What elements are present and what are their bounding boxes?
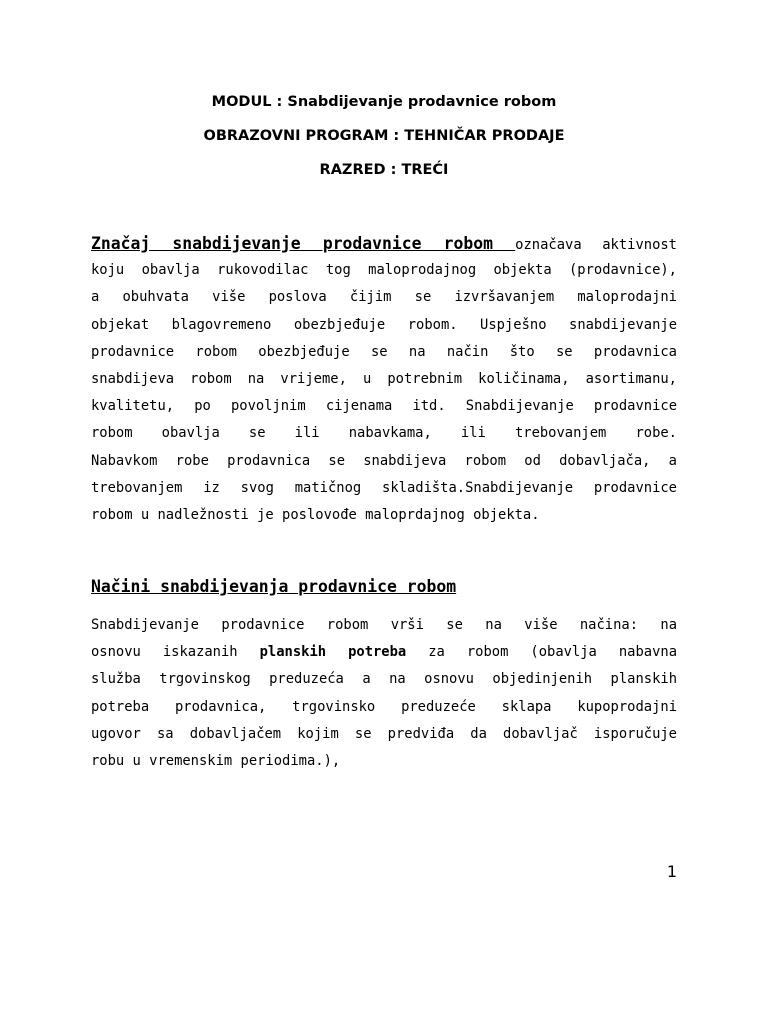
paragraph-line: trebovanjem iz svog matičnog skladišta.Snabdijevanje prodavnice — [91, 479, 677, 496]
paragraph-line-text: osnovu iskazanih — [91, 644, 260, 661]
paragraph-line — [91, 230, 677, 257]
paragraph-line: a obuhvata više poslova čijim se izvršavanjem maloprodajni — [91, 289, 677, 306]
module-title: MODUL : Snabdijevanje prodavnice robom — [211, 94, 557, 110]
paragraph-line: Nabavkom robe prodavnica se snabdijeva robom od dobavljača, a — [91, 452, 677, 469]
planned-needs-term: planskih potreba — [259, 644, 407, 661]
paragraph-line: Snabdijevanje prodavnice robom vrši se na više načina: na — [91, 617, 677, 633]
paragraph-line: prodavnice robom obezbjeđuje se na način što se prodavnica — [91, 343, 677, 360]
intro-lead-heading: Značaj snabdijevanje prodavnice robom — [91, 234, 516, 253]
paragraph-line: objekat blagovremeno obezbjeđuje robom. Uspješno snabdijevanje — [91, 316, 677, 333]
paragraph-line: kvalitetu, po povoljnim cijenama itd. Snabdijevanje prodavnice — [91, 398, 677, 415]
paragraph-line: snabdijeva robom na vrijeme, u potrebnim količinama, asortimanu, — [91, 370, 677, 387]
paragraph-line: koju obavlja rukovodilac tog maloprodajnog objekta (prodavnice), — [91, 262, 677, 279]
section-heading: Načini snabdijevanja prodavnice robom — [91, 577, 457, 596]
page-number: 1 — [666, 862, 677, 881]
paragraph-line — [91, 639, 677, 666]
paragraph-line: ugovor sa dobavljačem kojim se predviđa da dobavljač isporučuje — [91, 725, 677, 742]
paragraph-line: robu u vremenskim periodima.), — [91, 752, 341, 769]
program-title: OBRAZOVNI PROGRAM : TEHNIČAR PRODAJE — [203, 128, 565, 144]
paragraph-line-text: za robom (obavlja nabavna — [406, 644, 678, 661]
methods-paragraph — [91, 612, 677, 775]
paragraph-line: potreba prodavnica, trgovinsko preduzeće sklapa kupoprodajni — [91, 698, 677, 715]
intro-paragraph — [91, 230, 677, 529]
paragraph-line-text: označava aktivnost — [515, 237, 677, 253]
grade-title: RAZRED : TREĆI — [319, 162, 449, 178]
paragraph-line: služba trgovinskog preduzeća a na osnovu objedinjenih planskih — [91, 671, 677, 688]
paragraph-line: robom obavlja se ili nabavkama, ili trebovanjem robe. — [91, 425, 677, 442]
paragraph-line: robom u nadležnosti je poslovođe maloprdajnog objekta. — [91, 506, 540, 523]
